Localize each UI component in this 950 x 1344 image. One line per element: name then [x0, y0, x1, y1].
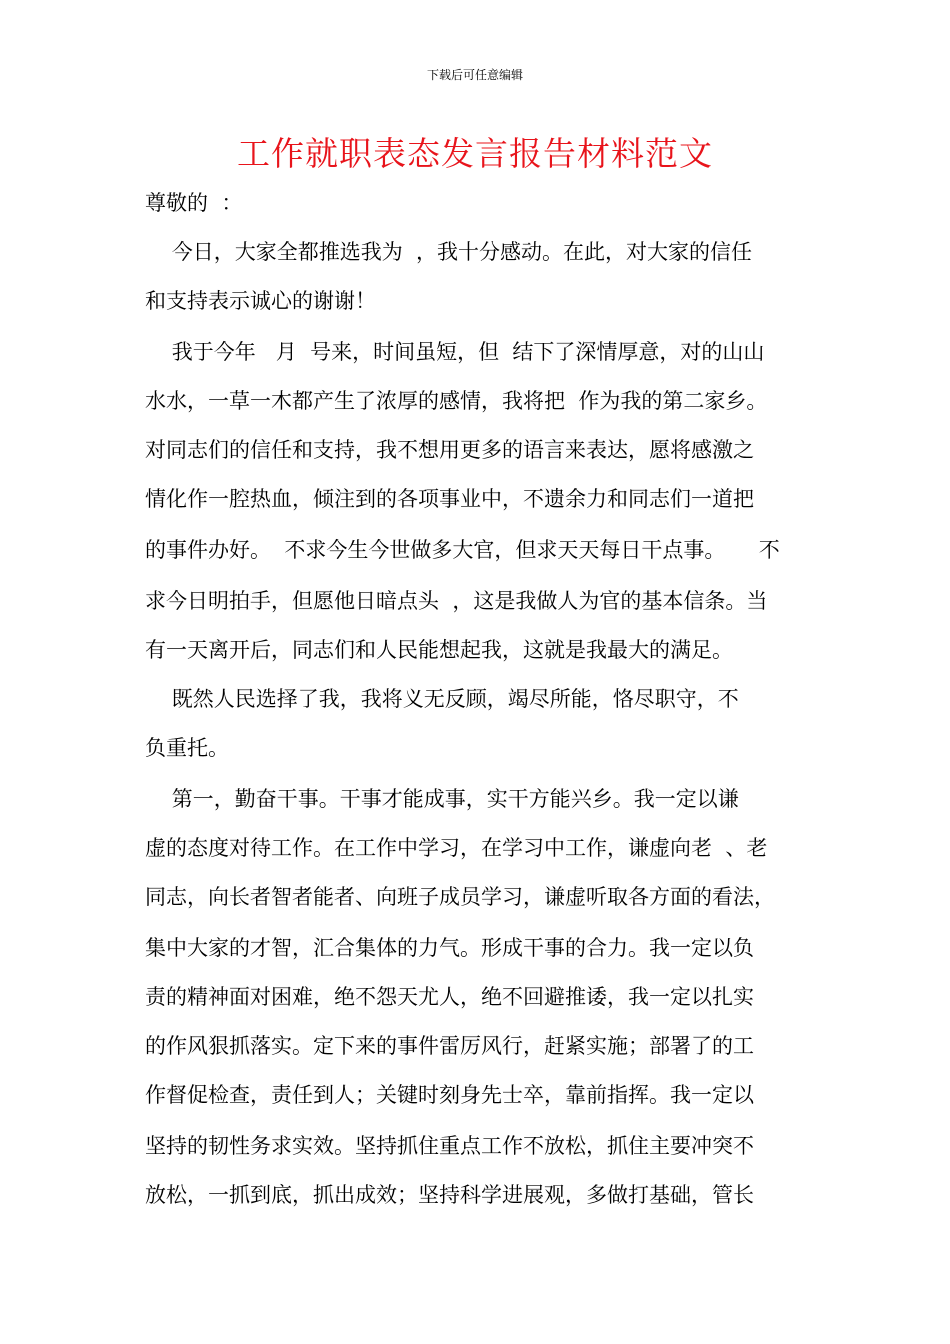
- body-line: 第一，勤奋干事。干事才能成事，实干方能兴乡。我一定以谦: [145, 787, 739, 811]
- body-line: 负重托。: [145, 736, 229, 760]
- body-line: 同志，向长者智者能者、向班子成员学习，谦虚听取各方面的看法，: [145, 885, 775, 909]
- body-line: 对同志们的信任和支持，我不想用更多的语言来表达，愿将感激之: [145, 438, 754, 462]
- body-line-salutation: 尊敬的 ：: [145, 191, 243, 215]
- body-line: 有一天离开后，同志们和人民能想起我，这就是我最大的满足。: [145, 638, 733, 662]
- body-line: 情化作一腔热血，倾注到的各项事业中，不遗余力和同志们一道把: [145, 487, 754, 511]
- body-line: 今日，大家全都推选我为 ，我十分感动。在此，对大家的信任: [145, 240, 753, 264]
- body-line: 责的精神面对困难，绝不怨天尤人，绝不回避推诿，我一定以扎实: [145, 985, 754, 1009]
- body-line: 我于今年 月 号来，时间虽短，但 结下了深情厚意，对的山山: [145, 340, 765, 364]
- body-line: 水水，一草一木都产生了浓厚的感情，我将把 作为我的第二家乡。: [145, 389, 768, 413]
- body-line: 作督促检查，责任到人；关键时刻身先士卒，靠前指挥。我一定以: [145, 1083, 754, 1107]
- body-line: 的作风狠抓落实。定下来的事件雷厉风行，赶紧实施；部署了的工: [145, 1034, 754, 1058]
- header-note: 下载后可任意编辑: [426, 68, 523, 82]
- body-line: 虚的态度对待工作。在工作中学习，在学习中工作，谦虚向老 、老: [145, 836, 768, 860]
- body-line: 的事件办好。 不求今生今世做多大官，但求天天每日干点事。 不: [145, 538, 780, 562]
- body-line: 和支持表示诚心的谢谢！: [145, 289, 376, 313]
- document-title: 工作就职表态发言报告材料范文: [237, 134, 713, 173]
- body-line: 求今日明拍手，但愿他日暗点头 ，这是我做人为官的基本信条。当: [145, 589, 768, 613]
- body-line: 坚持的韧性务求实效。坚持抓住重点工作不放松，抓住主要冲突不: [145, 1134, 754, 1158]
- body-line: 既然人民选择了我，我将义无反顾，竭尽所能，恪尽职守，不: [145, 687, 739, 711]
- body-line: 放松，一抓到底，抓出成效；坚持科学进展观，多做打基础，管长: [145, 1183, 754, 1207]
- body-line: 集中大家的才智，汇合集体的力气。形成干事的合力。我一定以负: [145, 936, 754, 960]
